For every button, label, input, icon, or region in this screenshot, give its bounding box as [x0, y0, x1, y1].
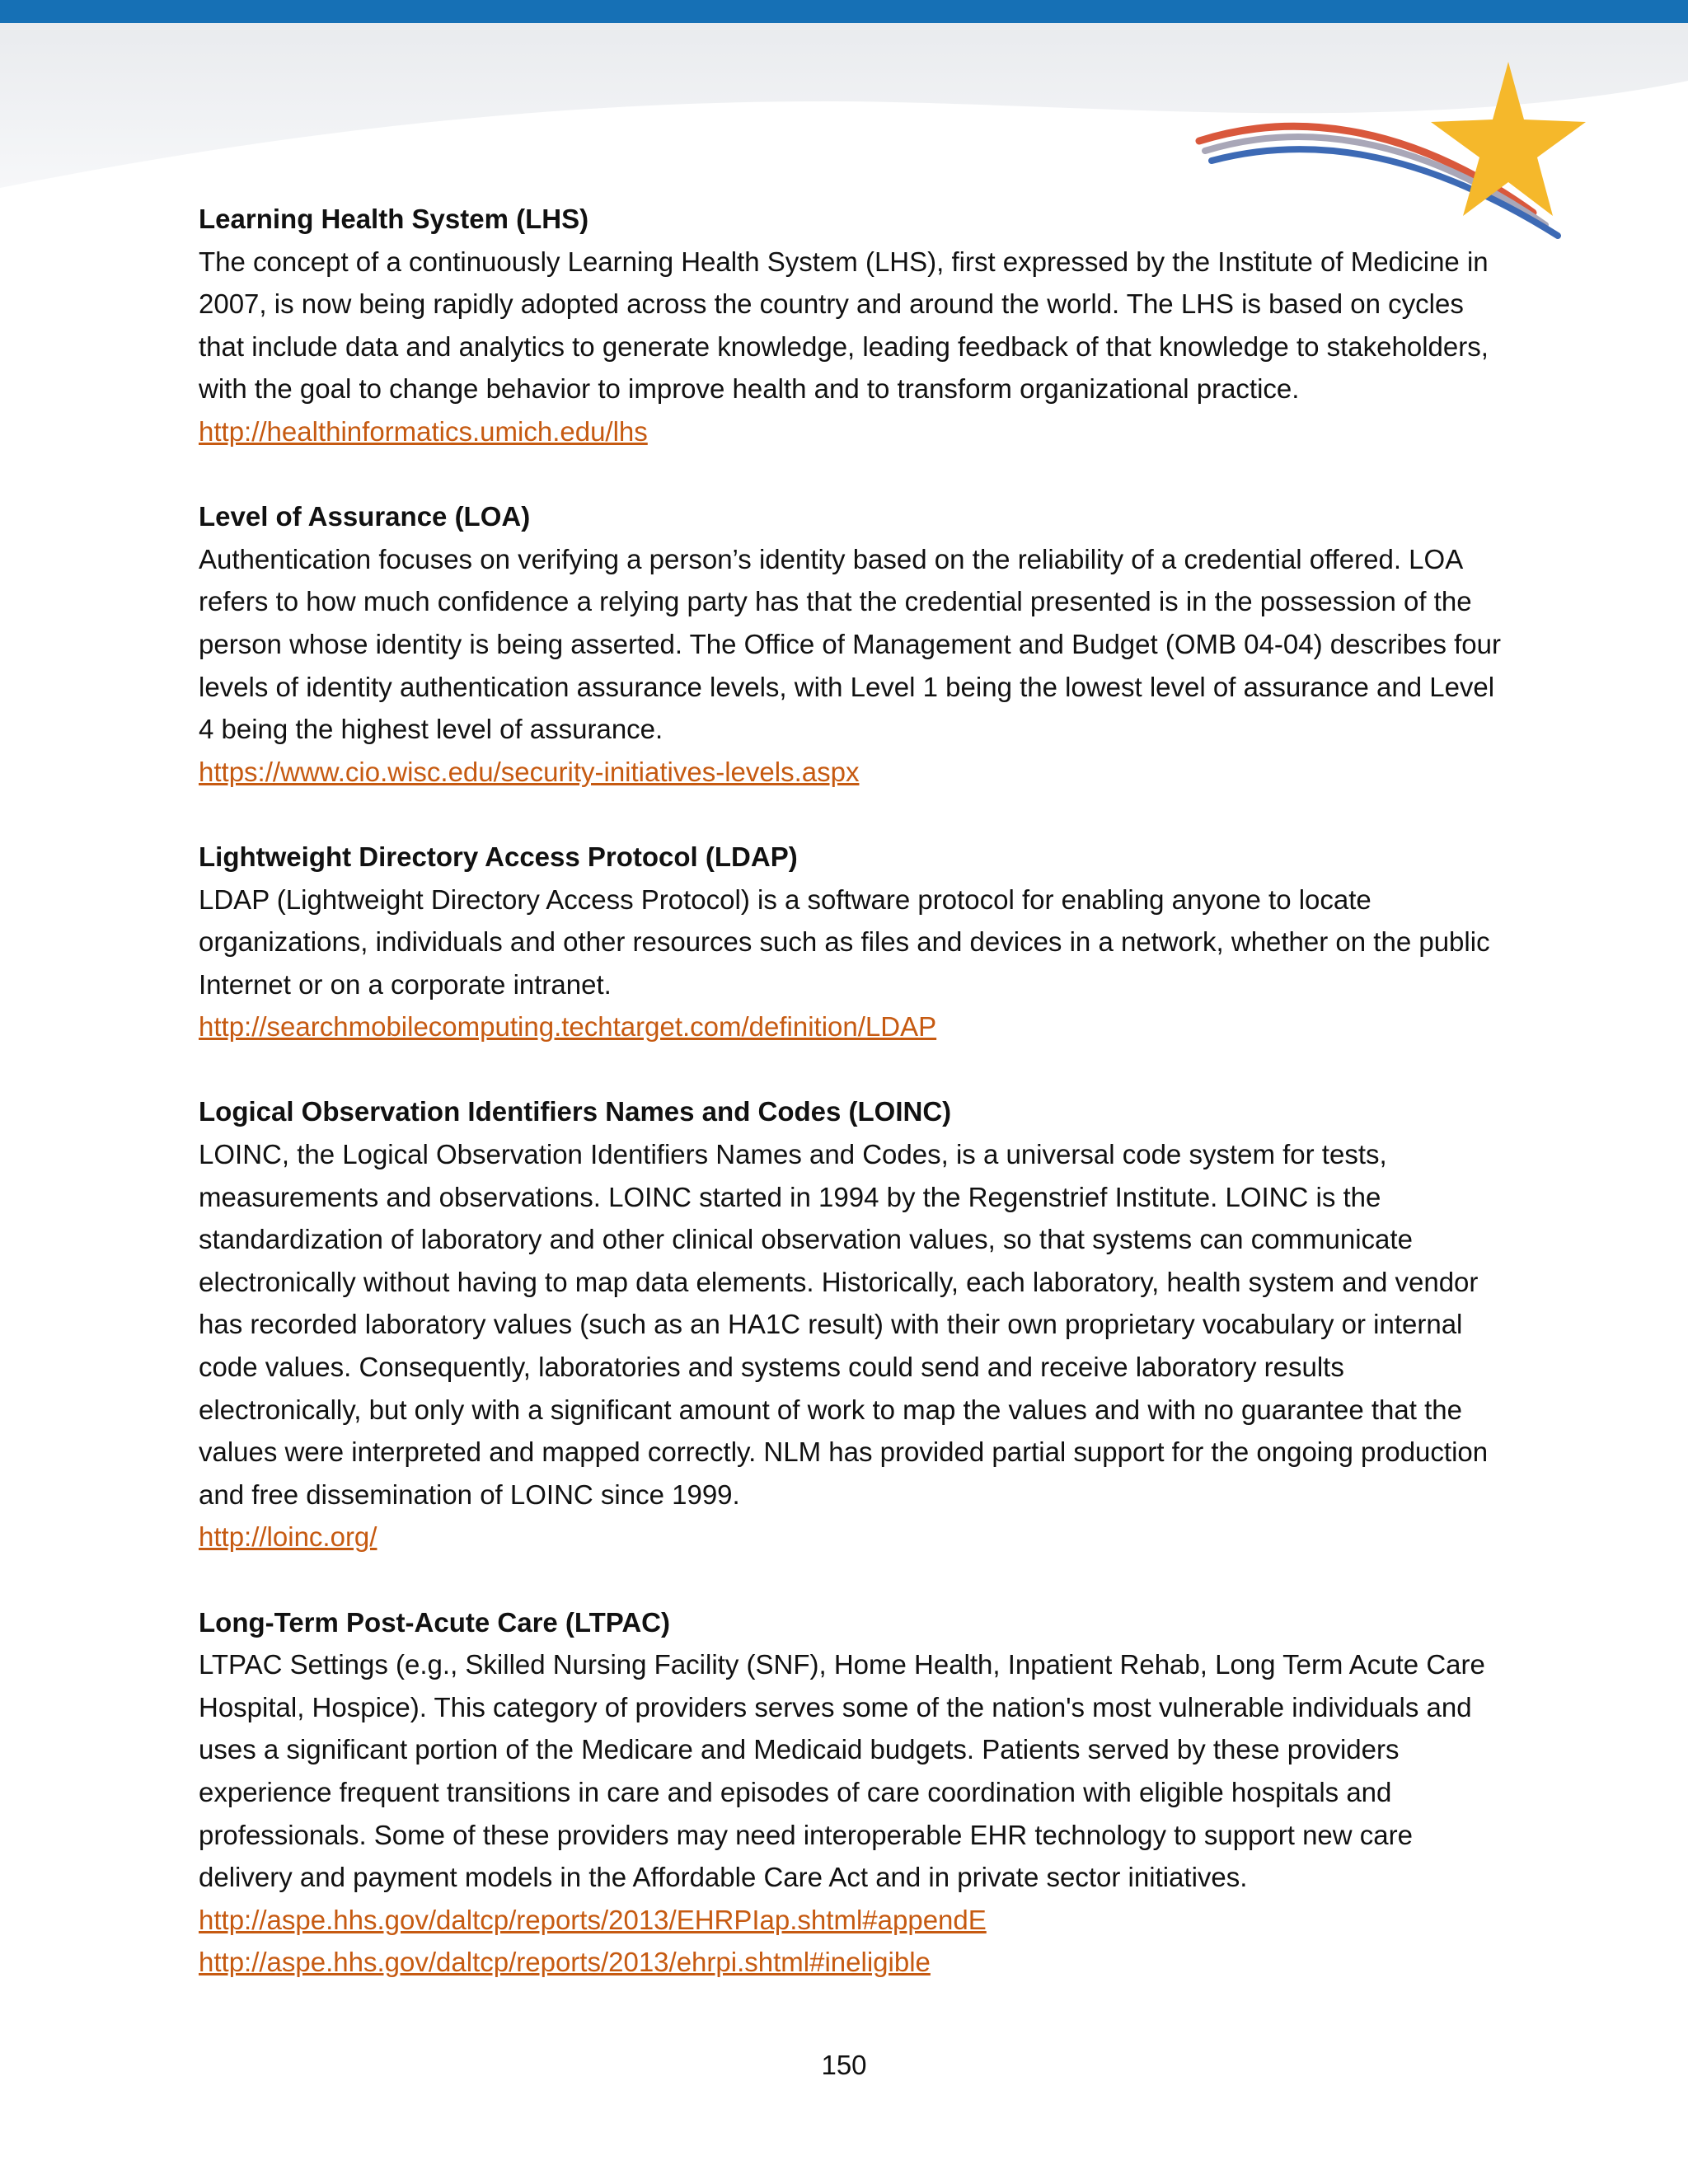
- glossary-term: Learning Health System (LHS): [199, 204, 589, 234]
- glossary-definition: LDAP (Lightweight Directory Access Protocol) is a software protocol for enabling anyone to locate organizations, individuals and other resources such as files and devices in a network, whether on the public Internet or on a corporate intranet.: [199, 883, 1490, 1000]
- glossary-definition: LTPAC Settings (e.g., Skilled Nursing Facility (SNF), Home Health, Inpatient Rehab, Long Term Acute Care Hospital, Hospice). This category of providers serves some of the nation's most vulnerable individuals and uses a significant portion of the Medicare and Medicaid budgets. Patients served by these providers experience frequent transitions in care and episodes of care coordination with eligible hospitals and professionals. Some of these providers may need interoperable EHR technology to support new care delivery and payment models in the Affordable Care Act and in private sector initiatives.: [199, 1649, 1485, 1893]
- glossary-entry: [199, 1090, 1501, 1558]
- glossary-term: Long-Term Post-Acute Care (LTPAC): [199, 1606, 671, 1638]
- reference-link[interactable]: https://www.cio.wisc.edu/security-initiatives-levels.aspx: [199, 756, 860, 787]
- glossary-entry: [199, 836, 1501, 1048]
- glossary-term: Level of Assurance (LOA): [199, 501, 531, 532]
- glossary-entry: [199, 495, 1501, 793]
- reference-link[interactable]: http://aspe.hhs.gov/daltcp/reports/2013/ehrpi.shtml#ineligible: [199, 1947, 931, 1978]
- page-number: 150: [821, 2050, 867, 2080]
- reference-link[interactable]: http://aspe.hhs.gov/daltcp/reports/2013/EHRPIap.shtml#appendE: [199, 1904, 987, 1935]
- reference-link[interactable]: http://healthinformatics.umich.edu/lhs: [199, 415, 648, 447]
- reference-link[interactable]: http://searchmobilecomputing.techtarget.com/definition/LDAP: [199, 1011, 937, 1043]
- glossary-list: [199, 198, 1501, 2027]
- glossary-definition: Authentication focuses on verifying a person’s identity based on the reliability of a credential offered. LOA refers to how much confidence a relying party has that the credential presented is in the possession of the person whose identity is being asserted. The Office of Management and Budget (OMB 04-04) describes four levels of identity authentication assurance levels, with Level 1 being the lowest level of assurance and Level 4 being the highest level of assurance.: [199, 543, 1501, 745]
- glossary-entry: [199, 1601, 1501, 1984]
- glossary-definition: The concept of a continuously Learning Health System (LHS), first expressed by the Institute of Medicine in 2007, is now being rapidly adopted across the country and around the world. The LHS is based on cycles that include data and analytics to generate knowledge, leading feedback of that knowledge to stakeholders, with the goal to change behavior to improve health and to transform organizational practice.: [199, 246, 1489, 405]
- reference-link[interactable]: http://loinc.org/: [199, 1521, 377, 1553]
- header-bar: [0, 0, 1688, 23]
- glossary-term: Lightweight Directory Access Protocol (LDAP): [199, 841, 798, 872]
- glossary-definition: LOINC, the Logical Observation Identifiers Names and Codes, is a universal code system for tests, measurements and observations. LOINC started in 1994 by the Regenstrief Institute. LOINC is the standardization of laboratory and other clinical observation values, so that systems can communicate electronically without having to map data elements. Historically, each laboratory, health system and vendor has recorded laboratory values (such as an HA1C result) with their own proprietary vocabulary or internal code values. Consequently, laboratories and systems could send and receive laboratory results electronically, but only with a significant amount of work to map the values and with no guarantee that the values were interpreted and mapped correctly. NLM has provided partial support for the ongoing production and free dissemination of LOINC since 1999.: [199, 1139, 1489, 1510]
- glossary-entry: [199, 198, 1501, 453]
- glossary-term: Logical Observation Identifiers Names and Codes (LOINC): [199, 1096, 952, 1127]
